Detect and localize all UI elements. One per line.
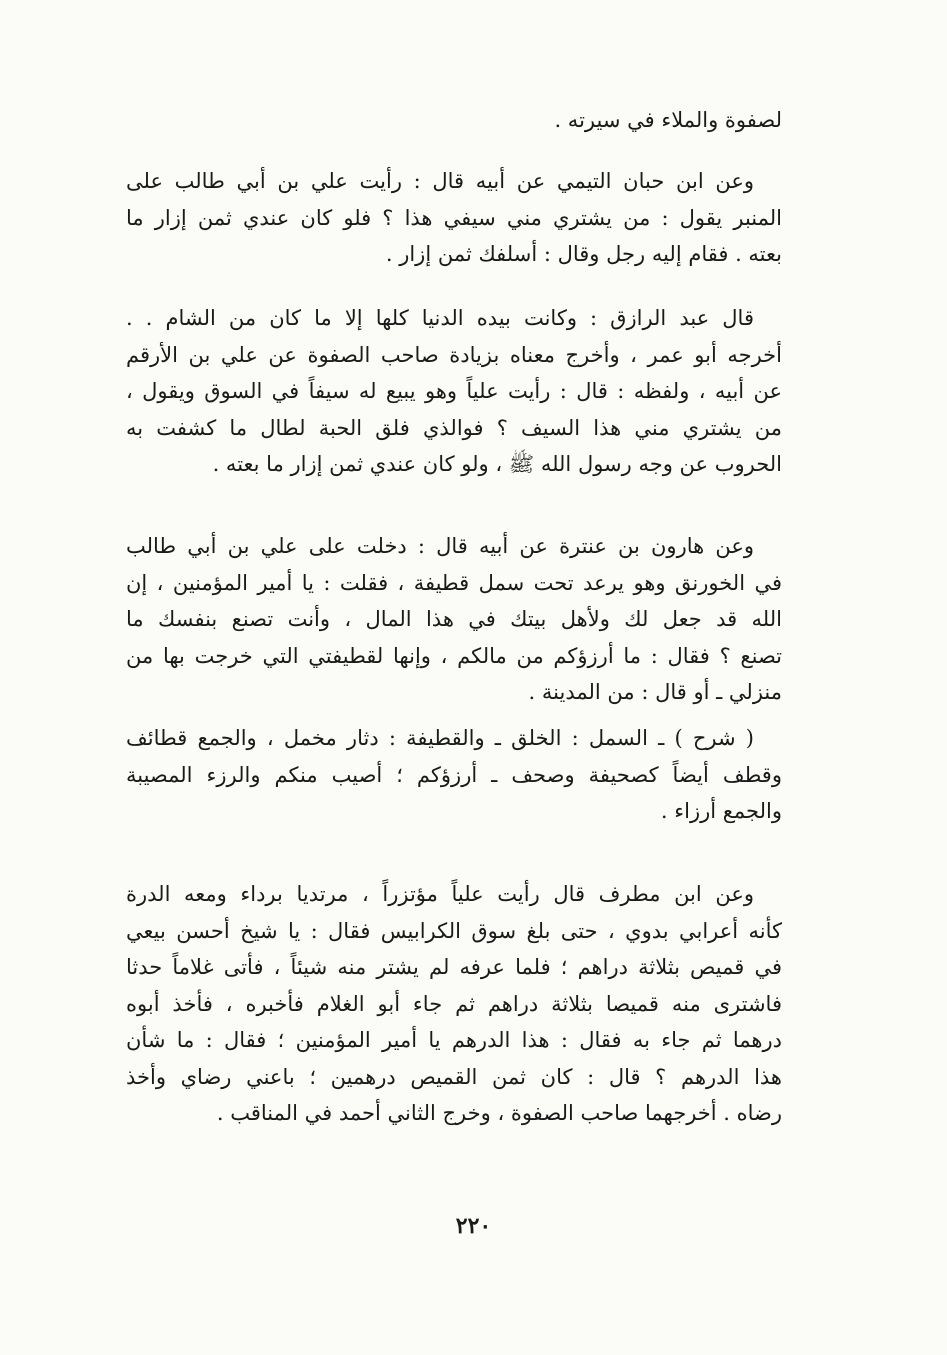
text-line: الحروب عن وجه رسول الله ﷺ ، ولو كان عندي ثمن إزار ما بعته .	[212, 452, 782, 476]
paragraph-1	[126, 102, 782, 139]
text-line: عن أبيه ، ولفظه : قال : رأيت علياً وهو يبيع له سيفاً في السوق ويقول ،	[126, 379, 782, 403]
text-line: تصنع ؟ فقال : ما أرزؤكم من مالكم ، وإنها لقطيفتي التي خرجت بها من	[126, 643, 782, 668]
text-line: درهما ثم جاء به فقال : هذا الدرهم يا أمير المؤمنين ؛ فقال : ما شأن	[126, 1028, 782, 1052]
text-line: من يشتري مني هذا السيف ؟ فوالذي فلق الحبة لطال ما كشفت به	[126, 415, 782, 440]
paragraph-5	[126, 720, 782, 830]
text-line: ( شرح ) ـ السمل : الخلق ـ والقطيفة : دثار مخمل ، والجمع قطائف	[126, 726, 754, 750]
text-line: وقطف أيضاً كصحيفة وصحف ـ أرزؤكم ؛ أصيب منكم والرزء المصيبة	[126, 762, 782, 787]
text-line: لصفوة والملاء في سيرته .	[554, 108, 782, 132]
text-line: قال عبد الرازق : وكانت بيده الدنيا كلها إلا ما كان من الشام . .	[126, 306, 754, 330]
paragraph-6	[126, 876, 782, 1132]
text-line: رضاه . أخرجهما صاحب الصفوة ، وخرج الثاني أحمد في المناقب .	[216, 1101, 782, 1125]
text-line: الله قد جعل لك ولأهل بيتك في هذا المال ، وأنت تصنع بنفسك ما	[126, 607, 782, 631]
text-line: فاشترى منه قميصا بثلاثة دراهم ثم جاء أبو الغلام فأخبره ، فأخذ أبوه	[126, 991, 782, 1016]
paragraph-2	[126, 163, 782, 273]
paragraph-3	[126, 300, 782, 483]
text-line: كأنه أعرابي بدوي ، حتى بلغ سوق الكرابيس فقال : يا شيخ أحسن بيعي	[126, 918, 782, 943]
text-line: وعن ابن مطرف قال رأيت علياً مؤتزراً ، مرتديا برداء ومعه الدرة	[126, 882, 754, 906]
text-line: هذا الدرهم ؟ قال : كان ثمن القميص درهمين ؛ باعني رضاي وأخذ	[126, 1064, 782, 1089]
text-line: أخرجه أبو عمر ، وأخرج معناه بزيادة صاحب الصفوة عن علي بن الأرقم	[126, 342, 782, 367]
text-line: بعته . فقام إليه رجل وقال : أسلفك ثمن إزار .	[385, 242, 782, 266]
text-line: والجمع أرزاء .	[660, 799, 782, 823]
text-line: في قميص بثلاثة دراهم ؛ فلما عرفه لم يشتر منه شيئاً ، فأتى غلاماً حدثا	[126, 955, 782, 979]
page-number: ٢٢٠	[455, 1213, 492, 1239]
text-line: منزلي ـ أو قال : من المدينة .	[528, 680, 782, 704]
text-line: وعن ابن حبان التيمي عن أبيه قال : رأيت علي بن أبي طالب على	[126, 169, 754, 193]
text-line: المنبر يقول : من يشتري مني سيفي هذا ؟ فلو كان عندي ثمن إزار ما	[126, 205, 782, 230]
paragraph-4	[126, 528, 782, 711]
text-line: في الخورنق وهو يرعد تحت سمل قطيفة ، فقلت : يا أمير المؤمنين ، إن	[126, 570, 782, 595]
text-line: وعن هارون بن عنترة عن أبيه قال : دخلت على علي بن أبي طالب	[126, 534, 754, 558]
